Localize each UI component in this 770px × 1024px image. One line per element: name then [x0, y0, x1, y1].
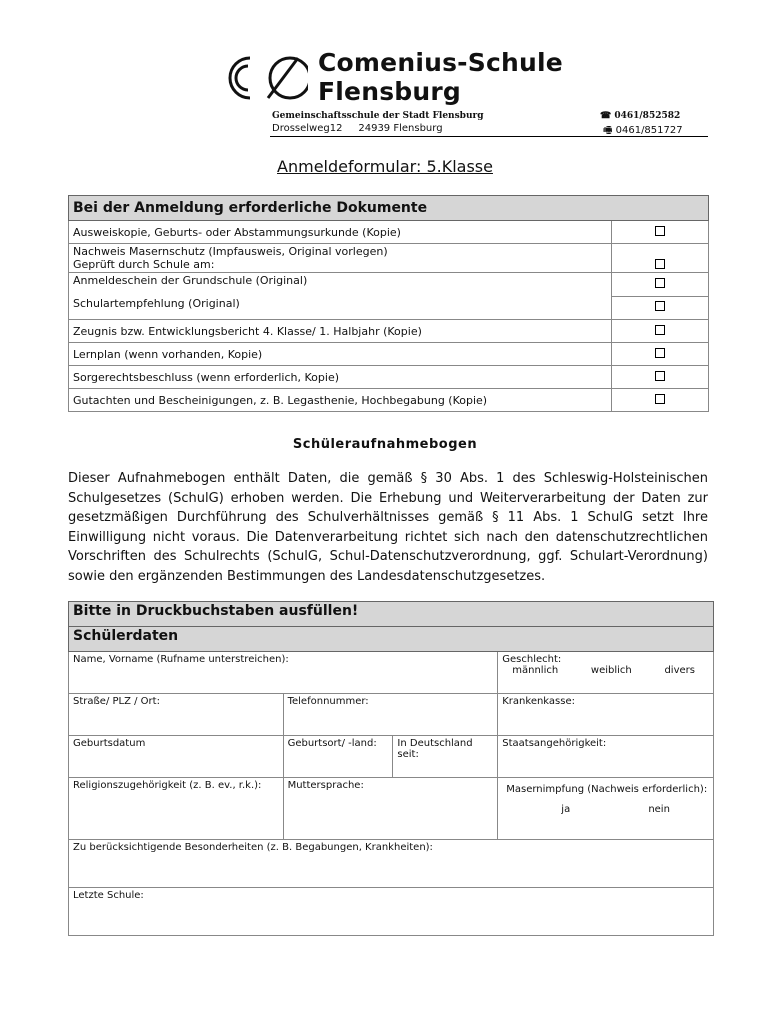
- religion-label: Religionszugehörigkeit (z. B. ev., r.k.):: [73, 780, 262, 791]
- measles-field[interactable]: [498, 778, 714, 840]
- measles-yes-option[interactable]: ja: [561, 804, 571, 815]
- checkbox[interactable]: [655, 348, 665, 358]
- table-row: [69, 320, 709, 343]
- school-address: Drosselweg12 24939 Flensburg: [272, 123, 443, 134]
- doc-item: Ausweiskopie, Geburts- oder Abstammungsurkunde (Kopie): [69, 221, 612, 244]
- school-subtitle: Gemeinschaftsschule der Stadt Flensburg: [272, 111, 484, 121]
- gender-diverse-option[interactable]: divers: [664, 665, 695, 676]
- name-field[interactable]: [69, 652, 498, 694]
- table-row: [69, 343, 709, 366]
- fax-number: 🖷 0461/851727: [603, 125, 683, 136]
- school-name: [318, 48, 563, 106]
- birthdate-field[interactable]: [69, 736, 284, 778]
- doc-item: [69, 273, 612, 320]
- in-germany-label: In Deutschland seit:: [397, 738, 473, 760]
- religion-field[interactable]: [69, 778, 284, 840]
- special-notes-label: Zu berücksichtigende Besonderheiten (z. B. Begabungen, Krankheiten):: [73, 842, 433, 853]
- student-heading-2: Schülerdaten: [69, 627, 714, 652]
- section-title: Schüleraufnahmebogen: [292, 437, 478, 452]
- doc-item-line: Nachweis Masernschutz (Impfausweis, Original vorlegen): [73, 245, 388, 258]
- phone-field[interactable]: [283, 694, 498, 736]
- nationality-label: Staatsangehörigkeit:: [502, 738, 607, 749]
- documents-table: [68, 195, 709, 412]
- table-row: [69, 273, 709, 297]
- checkbox[interactable]: [655, 278, 665, 288]
- last-school-field[interactable]: [69, 888, 714, 936]
- insurance-label: Krankenkasse:: [502, 696, 575, 707]
- form-title: Anmeldeformular: 5.Klasse: [277, 157, 493, 176]
- street-field[interactable]: [69, 694, 284, 736]
- doc-item-line: Schulartempfehlung (Original): [73, 297, 240, 310]
- table-row: [69, 244, 709, 273]
- checkbox[interactable]: [655, 226, 665, 236]
- nationality-field[interactable]: [498, 736, 714, 778]
- phone-number: ☎ 0461/852582: [600, 111, 681, 121]
- doc-item: Lernplan (wenn vorhanden, Kopie): [69, 343, 612, 366]
- measles-no-option[interactable]: nein: [648, 804, 670, 815]
- gender-male-option[interactable]: männlich: [512, 665, 559, 676]
- privacy-paragraph: Dieser Aufnahmebogen enthält Daten, die gemäß § 30 Abs. 1 des Schleswig-Holsteinischen Schulgesetzes (SchulG) erhoben werden. Die Erhebung und Weiterverarbeitung der Daten zur gesetzmäßigen Durchführung des Schulverhältnisses gemäß § 11 Abs. 1 SchulG setzt Ihre Einwilligung nicht voraus. Die Datenverarbeitung richtet sich nach den datenschutzrechtlichen Vorschriften des Schulrechts (SchulG, Schul-Datenschutzverordnung, ggf. Schulart-Verordnung) sowie den ergänzenden Bestimmungen des Landesdatenschutzgesetzes.: [68, 471, 708, 584]
- school-logo-icon: [220, 52, 308, 104]
- name-label: Name, Vorname (Rufname unterstreichen):: [73, 654, 289, 665]
- gender-female-option[interactable]: weiblich: [590, 665, 632, 676]
- header-divider: [270, 136, 708, 137]
- doc-item: [69, 244, 612, 273]
- phone-label: Telefonnummer:: [287, 696, 369, 707]
- street-label: Straße/ PLZ / Ort:: [73, 696, 160, 707]
- birthplace-field[interactable]: [283, 736, 393, 778]
- checkbox[interactable]: [655, 371, 665, 381]
- student-table: [68, 601, 714, 936]
- table-row: [69, 366, 709, 389]
- checkbox[interactable]: [655, 301, 665, 311]
- insurance-field[interactable]: [498, 694, 714, 736]
- table-row: [69, 389, 709, 412]
- documents-heading: Bei der Anmeldung erforderliche Dokumente: [69, 196, 709, 221]
- doc-item: Gutachten und Bescheinigungen, z. B. Legasthenie, Hochbegabung (Kopie): [69, 389, 612, 412]
- table-row: [69, 221, 709, 244]
- checkbox[interactable]: [655, 259, 665, 269]
- doc-item-line: Geprüft durch Schule am:: [73, 258, 215, 271]
- checkbox[interactable]: [655, 325, 665, 335]
- birthplace-label: Geburtsort/ -land:: [287, 738, 377, 749]
- doc-item: Zeugnis bzw. Entwicklungsbericht 4. Klasse/ 1. Halbjahr (Kopie): [69, 320, 612, 343]
- doc-item-line: Anmeldeschein der Grundschule (Original): [73, 274, 308, 287]
- school-name-line1: Comenius-Schule: [318, 48, 563, 77]
- birthdate-label: Geburtsdatum: [73, 738, 146, 749]
- special-notes-field[interactable]: [69, 840, 714, 888]
- mother-tongue-label: Muttersprache:: [287, 780, 364, 791]
- mother-tongue-field[interactable]: [283, 778, 498, 840]
- gender-label: Geschlecht:: [502, 654, 562, 665]
- checkbox[interactable]: [655, 394, 665, 404]
- in-germany-field[interactable]: [393, 736, 498, 778]
- last-school-label: Letzte Schule:: [73, 890, 144, 901]
- measles-label: Masernimpfung (Nachweis erforderlich):: [506, 784, 708, 795]
- doc-item: Sorgerechtsbeschluss (wenn erforderlich, Kopie): [69, 366, 612, 389]
- student-heading-1: Bitte in Druckbuchstaben ausfüllen!: [69, 602, 714, 627]
- school-name-line2: Flensburg: [318, 77, 461, 106]
- gender-field[interactable]: [498, 652, 714, 694]
